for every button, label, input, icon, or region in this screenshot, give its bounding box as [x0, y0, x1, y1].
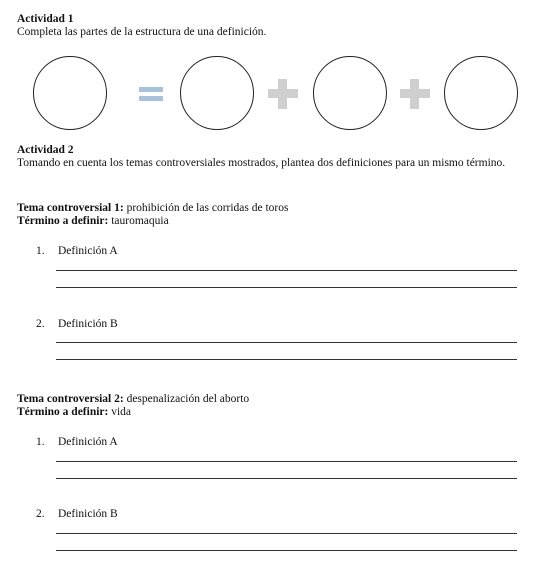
- list-item-label: Definición B: [58, 318, 118, 330]
- term-label: Término a definir:: [17, 406, 109, 418]
- term-text: vida: [108, 406, 132, 418]
- answer-line[interactable]: [56, 461, 517, 462]
- blank-circle-1[interactable]: [33, 56, 107, 130]
- activity1-instruction: Completa las partes de la estructura de una definición.: [17, 26, 267, 38]
- activity2-block: [17, 144, 525, 170]
- topic-text: prohibición de las corridas de toros: [123, 202, 289, 214]
- activity2-instruction: Tomando en cuenta los temas controversiales mostrados, plantea dos definiciones para un mismo término.: [17, 157, 506, 169]
- answer-line[interactable]: [56, 533, 517, 534]
- topic-label: Tema controversial 1:: [17, 202, 124, 214]
- answer-line[interactable]: [56, 478, 517, 479]
- term-label: Término a definir:: [17, 215, 109, 227]
- list-item-number: 1.: [36, 436, 45, 448]
- answer-line[interactable]: [56, 550, 517, 551]
- list-item-label: Definición A: [58, 436, 118, 448]
- topic-label: Tema controversial 2:: [17, 393, 124, 405]
- list-item-number: 1.: [36, 245, 45, 257]
- topic-text: despenalización del aborto: [123, 393, 250, 405]
- list-item-number: 2.: [36, 318, 45, 330]
- list-item-number: 2.: [36, 508, 45, 520]
- answer-line[interactable]: [56, 359, 517, 360]
- list-item-label: Definición A: [58, 245, 118, 257]
- answer-line[interactable]: [56, 287, 517, 288]
- blank-circle-3[interactable]: [313, 56, 387, 130]
- answer-line[interactable]: [56, 342, 517, 343]
- term-text: tauromaquia: [108, 215, 169, 227]
- list-item-label: Definición B: [58, 508, 118, 520]
- topic-1-header: [17, 202, 537, 228]
- activity1-title: Actividad 1: [17, 13, 74, 25]
- answer-line[interactable]: [56, 270, 517, 271]
- activity1-block: [17, 13, 537, 39]
- blank-circle-2[interactable]: [180, 56, 254, 130]
- blank-circle-4[interactable]: [444, 56, 518, 130]
- topic-2-header: [17, 393, 537, 419]
- activity2-title: Actividad 2: [17, 144, 74, 156]
